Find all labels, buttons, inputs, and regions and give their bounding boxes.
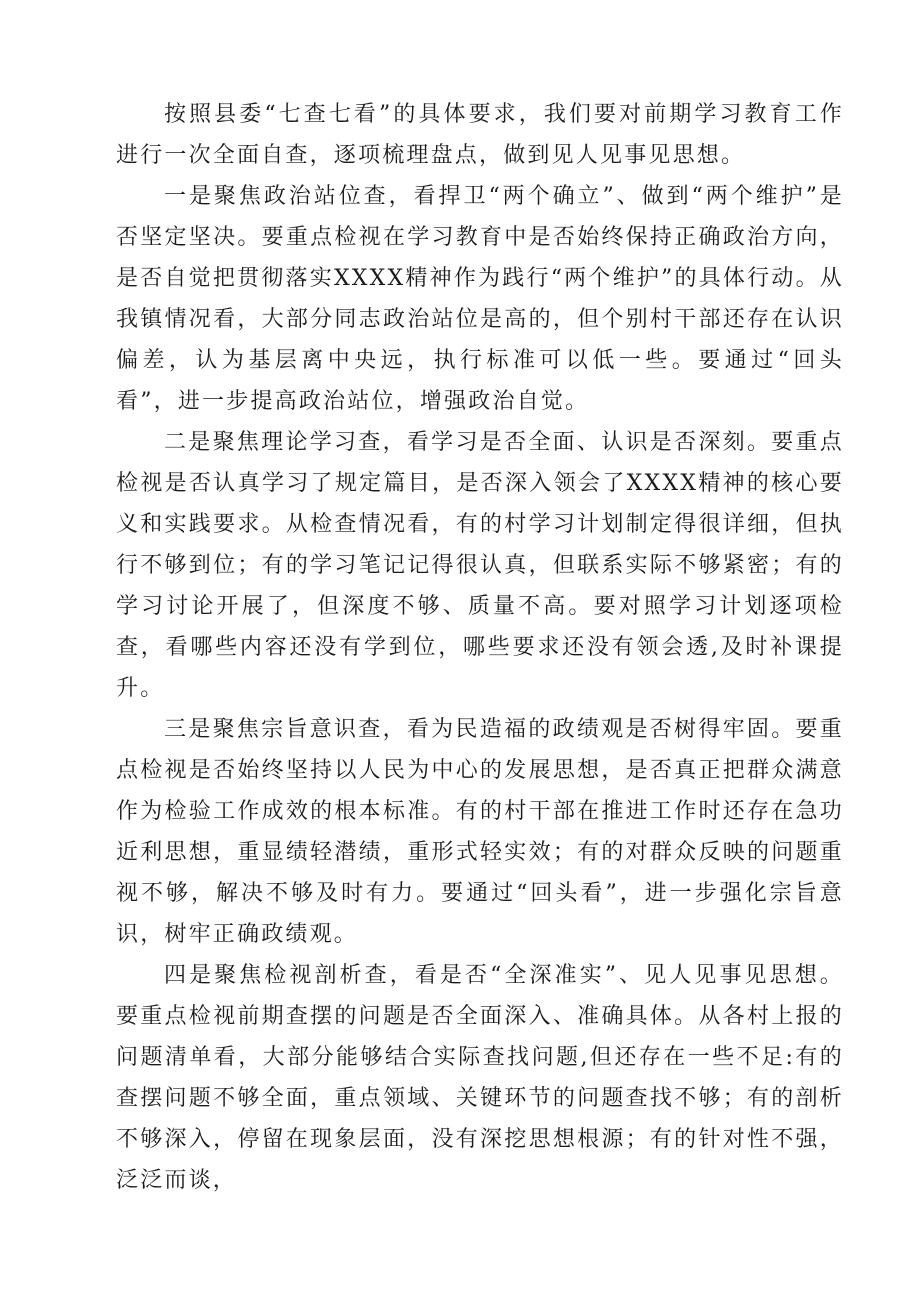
paragraph-political-stance: 一是聚焦政治站位查，看捍卫“两个确立”、做到“两个维护”是否坚定坚决。要重点检视在学习教育中是否始终保持正确政治方向，是否自觉把贯彻落实XXXX精神作为践行“两个维护”的具体行动。从我镇情况看，大部分同志政治站位是高的，但个别村干部还存在认识偏差，认为基层离中央远，执行标准可以低一些。要通过“回头看”，进一步提高政治站位，增强政治自觉。 bbox=[116, 184, 844, 414]
paragraph-self-examination: 四是聚焦检视剖析查，看是否“全深准实”、见人见事见思想。要重点检视前期查摆的问题是否全面深入、准确具体。从各村上报的问题清单看，大部分能够结合实际查找问题,但还存在一些不足:有的查摆问题不够全面，重点领域、关键环节的问题查找不够；有的剖析不够深入，停留在现象层面，没有深挖思想根源；有的针对性不强，泛泛而谈， bbox=[116, 963, 844, 1193]
paragraph-purpose-awareness: 三是聚焦宗旨意识查，看为民造福的政绩观是否树得牢固。要重点检视是否始终坚持以人民为中心的发展思想，是否真正把群众满意作为检验工作成效的根本标准。有的村干部在推进工作时还存在急功近利思想，重显绩轻潜绩，重形式轻实效；有的对群众反映的问题重视不够，解决不够及时有力。要通过“回头看”，进一步强化宗旨意识，树牢正确政绩观。 bbox=[116, 717, 844, 947]
document-page bbox=[116, 94, 844, 1201]
paragraph-intro: 按照县委“七查七看”的具体要求，我们要对前期学习教育工作进行一次全面自查，逐项梳理盘点，做到见人见事见思想。 bbox=[116, 102, 844, 168]
paragraph-theory-study: 二是聚焦理论学习查，看学习是否全面、认识是否深刻。要重点检视是否认真学习了规定篇目，是否深入领会了XXXX精神的核心要义和实践要求。从检查情况看，有的村学习计划制定得很详细，但执行不够到位；有的学习笔记记得很认真，但联系实际不够紧密；有的学习讨论开展了，但深度不够、质量不高。要对照学习计划逐项检查，看哪些内容还没有学到位，哪些要求还没有领会透,及时补课提升。 bbox=[116, 430, 844, 701]
